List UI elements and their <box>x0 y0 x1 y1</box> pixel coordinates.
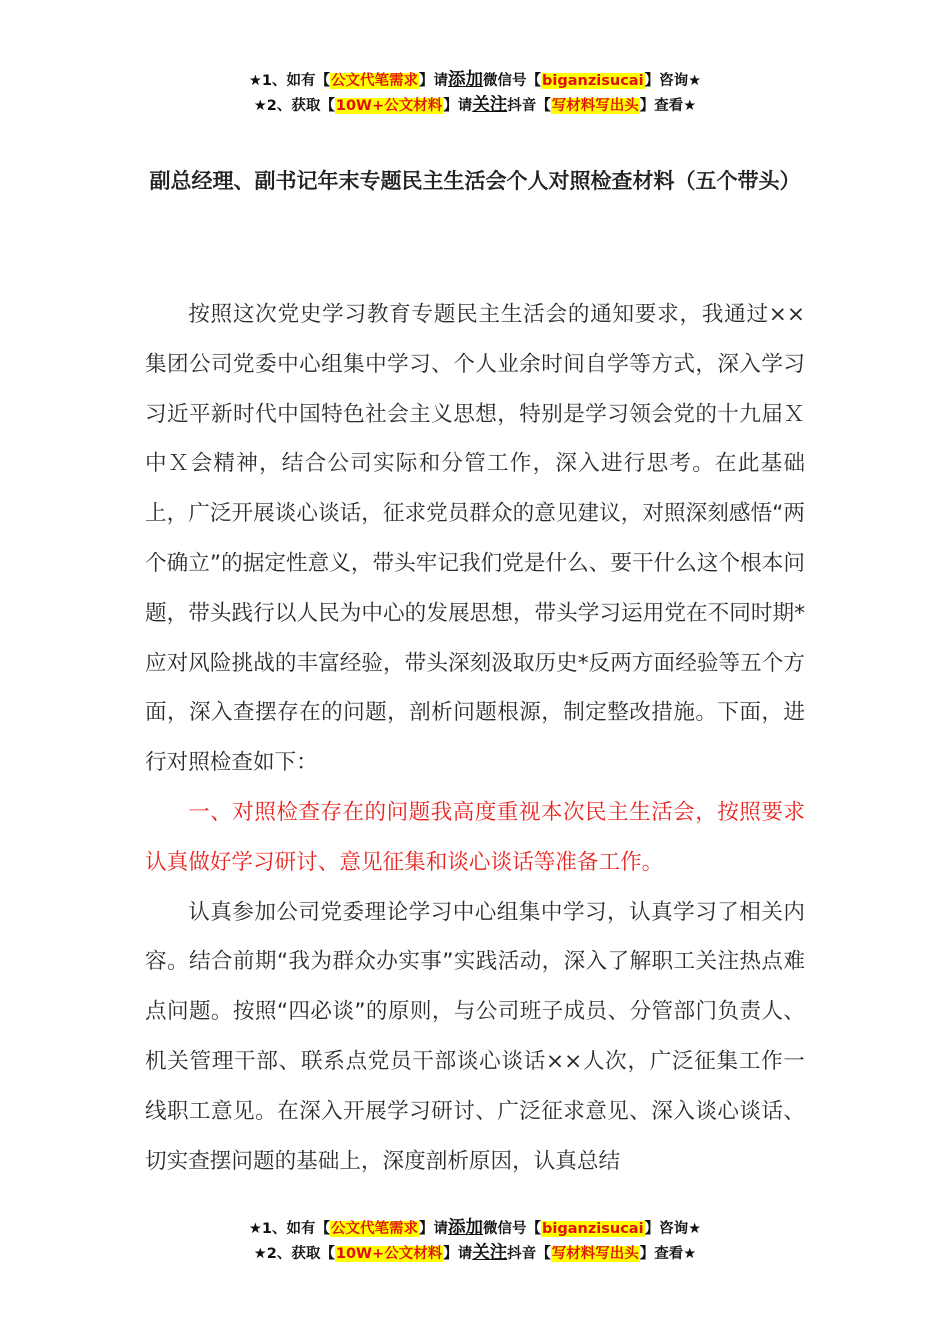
highlight-service: 公文代笔需求 <box>331 1221 419 1237</box>
footer-banner <box>0 1216 950 1266</box>
banner-text: 微信号【 <box>483 1221 542 1237</box>
banner-line-2 <box>0 1241 950 1266</box>
document-title: 副总经理、副书记年末专题民主生活会个人对照检查材料（五个带头） <box>149 169 801 193</box>
emphasis-follow: 关注 <box>472 95 508 115</box>
highlight-douyin: 写材料写出头 <box>551 98 639 114</box>
banner-text: 】查看★ <box>639 98 697 114</box>
highlight-wechat-id: biganzisucai <box>542 73 644 89</box>
banner-text: 】请 <box>443 98 473 114</box>
banner-text: ★1、如有【 <box>248 1221 331 1237</box>
banner-text: ★1、如有【 <box>248 73 331 89</box>
banner-text: 】请 <box>419 73 449 89</box>
banner-text: ★2、获取【 <box>253 1246 335 1262</box>
highlight-service: 公文代笔需求 <box>331 73 419 89</box>
emphasis-follow: 关注 <box>472 1243 508 1263</box>
banner-line-1 <box>0 1216 950 1241</box>
highlight-wechat-id: biganzisucai <box>542 1221 644 1237</box>
banner-text: 】请 <box>419 1221 449 1237</box>
emphasis-add: 添加 <box>448 1218 484 1238</box>
banner-text: 抖音【 <box>507 98 551 114</box>
banner-text: 微信号【 <box>483 73 542 89</box>
paragraph-study: 认真参加公司党委理论学习中心组集中学习，认真学习了相关内容。结合前期“我为群众办实事”实践活动，深入了解职工关注热点难点问题。按照“四必谈”的原则，与公司班子成员、分管部门负责人、机关管理干部、联系点党员干部谈心谈话××人次，广泛征集工作一线职工意见。在深入开展学习研讨、广泛征求意见、深入谈心谈话、切实查摆问题的基础上，深度剖析原因，认真总结 <box>145 899 805 1174</box>
banner-line-1 <box>0 68 950 93</box>
section-heading-1: 一、对照检查存在的问题我高度重视本次民主生活会，按照要求认真做好学习研讨、意见征集和谈心谈话等准备工作。 <box>145 799 805 875</box>
banner-text: 】请 <box>443 1246 473 1262</box>
banner-line-2 <box>0 93 950 118</box>
highlight-douyin: 写材料写出头 <box>551 1246 639 1262</box>
highlight-materials: 10W+公文材料 <box>335 1246 443 1262</box>
highlight-materials: 10W+公文材料 <box>335 98 443 114</box>
emphasis-add: 添加 <box>448 70 484 90</box>
document-body <box>145 290 805 1186</box>
banner-text: ★2、获取【 <box>253 98 335 114</box>
banner-text: 抖音【 <box>507 1246 551 1262</box>
banner-text: 】查看★ <box>639 1246 697 1262</box>
paragraph-intro: 按照这次党史学习教育专题民主生活会的通知要求，我通过××集团公司党委中心组集中学习、个人业余时间自学等方式，深入学习习近平新时代中国特色社会主义思想，特别是学习领会党的十九届Ｘ中Ｘ会精神，结合公司实际和分管工作，深入进行思考。在此基础上，广泛开展谈心谈话，征求党员群众的意见建议，对照深刻感悟“两个确立”的据定性意义，带头牢记我们党是什么、要干什么这个根本问题，带头践行以人民为中心的发展思想，带头学习运用党在不同时期*应对风险挑战的丰富经验，带头深刻汲取历史*反两方面经验等五个方面，深入查摆存在的问题，剖析问题根源，制定整改措施。下面，进行对照检查如下： <box>145 302 805 776</box>
banner-text: 】咨询★ <box>644 73 702 89</box>
header-banner <box>0 68 950 118</box>
banner-text: 】咨询★ <box>644 1221 702 1237</box>
